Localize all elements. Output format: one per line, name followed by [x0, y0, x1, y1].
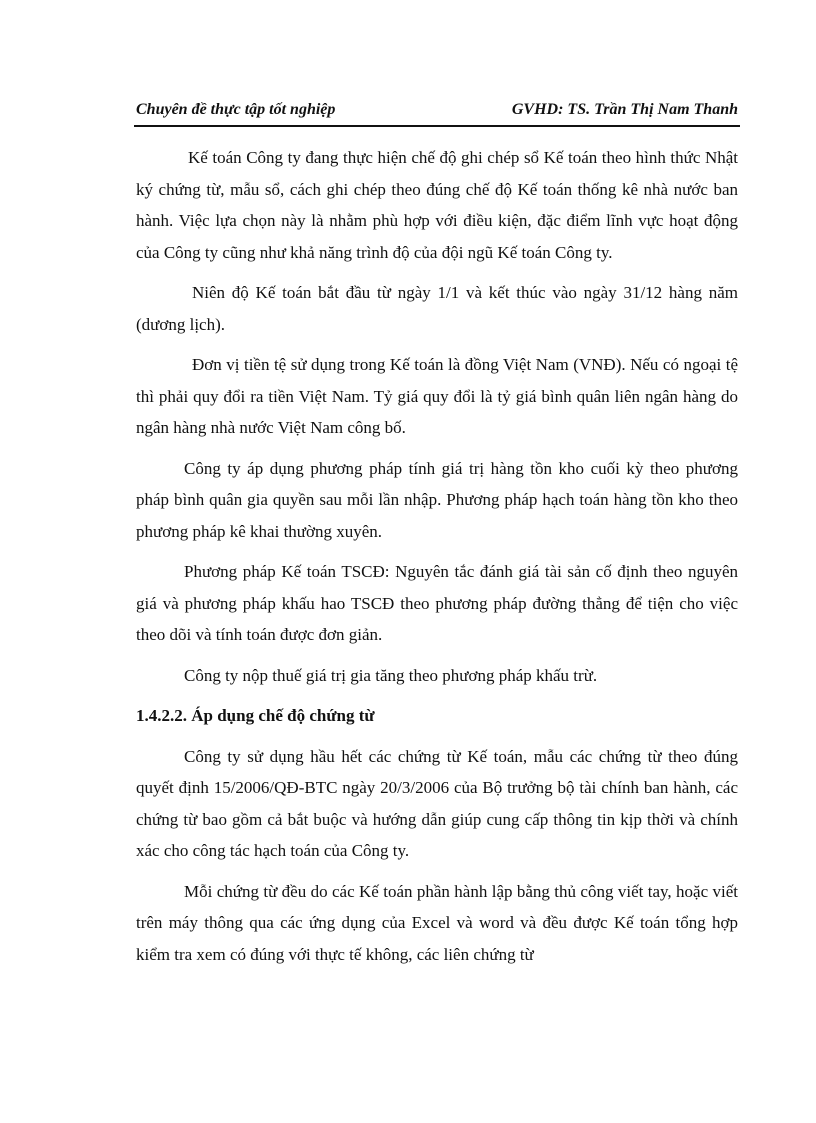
paragraph-vat: Công ty nộp thuế giá trị gia tăng theo phương pháp khấu trừ.	[184, 665, 598, 685]
paragraph-fiscal-year: Niên độ Kế toán bắt đầu từ ngày 1/1 và kết thúc vào ngày 31/12 hàng năm (dương lịch).	[136, 283, 738, 334]
paragraph-vouchers: Công ty sử dụng hầu hết các chứng từ Kế toán, mẫu các chứng từ theo đúng quyết định 15/2006/QĐ-BTC ngày 20/3/2006 của Bộ trưởng bộ tài chính ban hành, các chứng từ bao gồm cả bắt buộc và hướng dẫn giúp cung cấp thông tin kịp thời và chính xác cho công tác hạch toán của Công ty.	[136, 746, 738, 860]
header-supervisor: GVHD: TS. Trần Thị Nam Thanh	[511, 101, 738, 118]
paragraph-voucher-preparation: Mỗi chứng từ đều do các Kế toán phần hành lập bằng thủ công viết tay, hoặc viết trên máy thông qua các ứng dụng của Excel và word và đều được Kế toán tổng hợp kiểm tra xem có đúng với thực tế không, các liên chứng từ	[136, 881, 738, 964]
document-body	[136, 142, 738, 970]
header-document-title: Chuyên đề thực tập tốt nghiệp	[136, 101, 336, 118]
page-header	[134, 99, 740, 127]
paragraph-accounting-form: Kế toán Công ty đang thực hiện chế độ ghi chép sổ Kế toán theo hình thức Nhật ký chứng từ, mẫu sổ, cách ghi chép theo đúng chế độ Kế toán thống kê nhà nước ban hành. Việc lựa chọn này là nhằm phù hợp với điều kiện, đặc điểm lĩnh vực hoạt động của Công ty cũng như khả năng trình độ của đội ngũ Kế toán Công ty.	[136, 148, 738, 262]
paragraph-currency: Đơn vị tiền tệ sử dụng trong Kế toán là đồng Việt Nam (VNĐ). Nếu có ngoại tệ thì phải quy đổi ra tiền Việt Nam. Tỷ giá quy đổi là tỷ giá bình quân liên ngân hàng do ngân hàng nhà nước Việt Nam công bố.	[136, 355, 738, 437]
paragraph-inventory: Công ty áp dụng phương pháp tính giá trị hàng tồn kho cuối kỳ theo phương pháp bình quân gia quyền sau mỗi lần nhập. Phương pháp hạch toán hàng tồn kho theo phương pháp kê khai thường xuyên.	[136, 458, 738, 541]
paragraph-fixed-assets: Phương pháp Kế toán TSCĐ: Nguyên tắc đánh giá tài sản cố định theo nguyên giá và phương pháp khấu hao TSCĐ theo phương pháp đường thẳng để tiện cho việc theo dõi và tính toán được đơn giản.	[136, 562, 738, 644]
section-heading: 1.4.2.2. Áp dụng chế độ chứng từ	[136, 706, 375, 725]
